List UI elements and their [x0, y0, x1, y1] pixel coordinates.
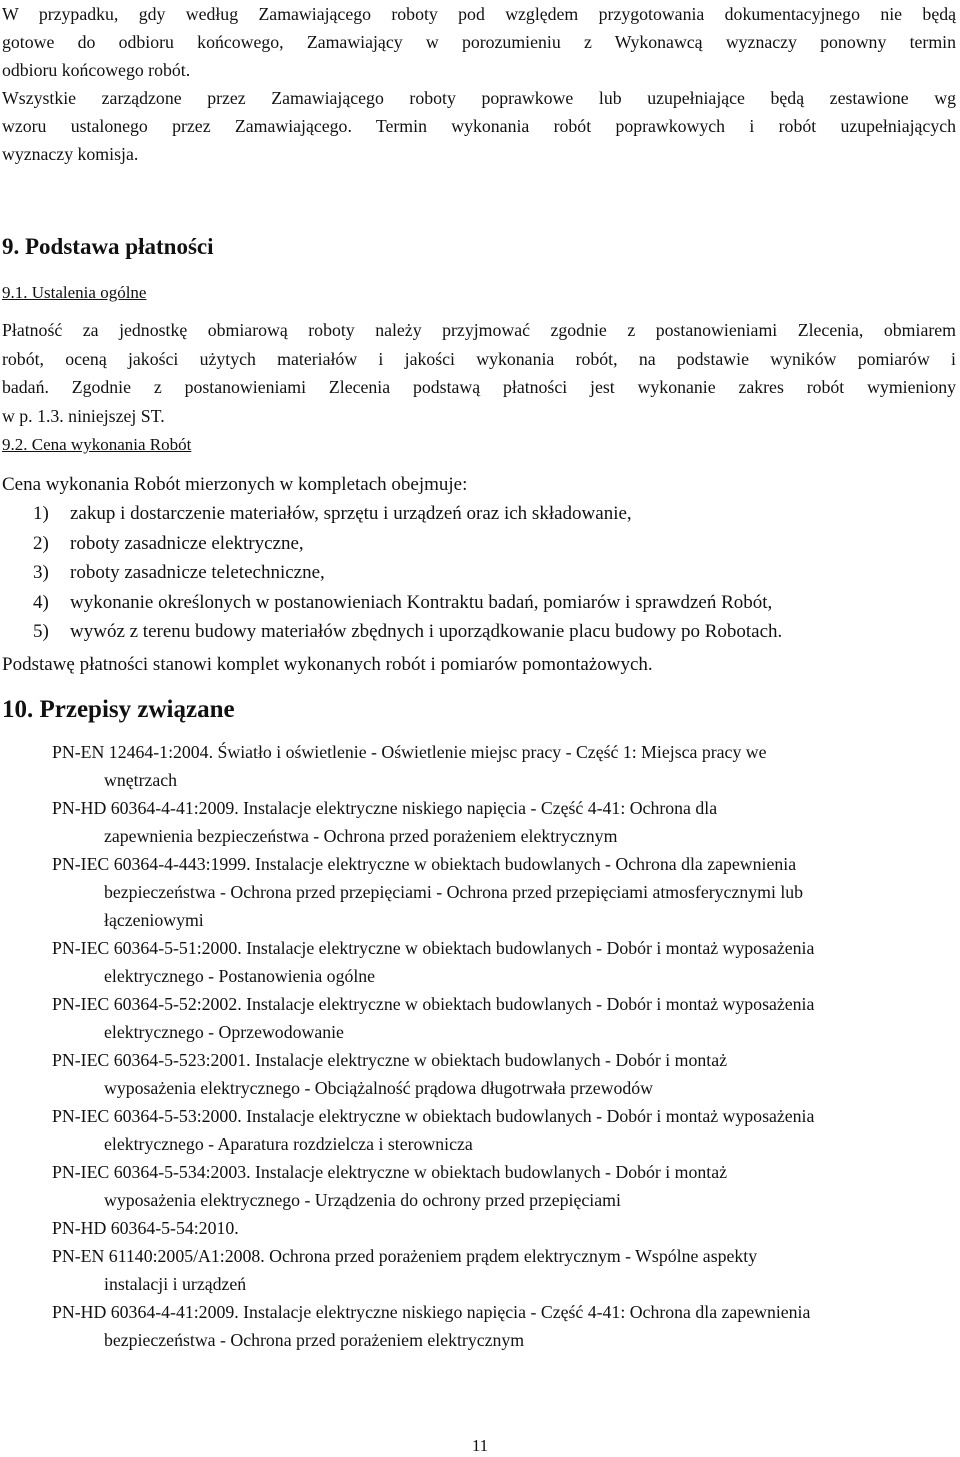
standard-reference: [52, 1242, 932, 1298]
reference-line: PN-IEC 60364-5-51:2000. Instalacje elektryczne w obiektach budowlanych - Dobór i montaż wyposażenia: [52, 938, 815, 958]
list-item-text: roboty zasadnicze teletechniczne,: [70, 562, 325, 583]
page-number: 11: [471, 1436, 489, 1455]
reference-line: PN-IEC 60364-5-52:2002. Instalacje elektryczne w obiektach budowlanych - Dobór i montaż wyposażenia: [52, 994, 815, 1014]
reference-line: elektrycznego - Oprzewodowanie: [104, 1022, 344, 1042]
list-item-text: wykonanie określonych w postanowieniach Kontraktu badań, pomiarów i sprawdzeń Robót,: [70, 592, 773, 613]
paragraph-line: w p. 1.3. niniejszej ST.: [2, 405, 165, 426]
reference-line: PN-IEC 60364-5-523:2001. Instalacje elektryczne w obiektach budowlanych - Dobór i montaż: [52, 1050, 728, 1070]
list-item-text: wywóz z terenu budowy materiałów zbędnych i uporządkowanie placu budowy po Robotach.: [70, 621, 783, 642]
reference-line: wyposażenia elektrycznego - Urządzenia do ochrony przed przepięciami: [104, 1190, 621, 1210]
standard-reference: [52, 738, 932, 794]
reference-line: PN-IEC 60364-5-534:2003. Instalacje elektryczne w obiektach budowlanych - Dobór i montaż: [52, 1162, 728, 1182]
list-item-text: roboty zasadnicze elektryczne,: [70, 533, 304, 554]
standard-reference: [52, 1298, 932, 1354]
reference-line: bezpieczeństwa - Ochrona przed porażeniem elektrycznym: [104, 1330, 525, 1350]
standard-reference: [52, 850, 932, 934]
standard-reference: [52, 1158, 932, 1214]
reference-line: wyposażenia elektrycznego - Obciążalność prądowa długotrwała przewodów: [104, 1078, 654, 1098]
reference-line: bezpieczeństwa - Ochrona przed przepięciami - Ochrona przed przepięciami atmosferycznymi lub: [104, 882, 804, 902]
reference-line: PN-EN 61140:2005/A1:2008. Ochrona przed porażeniem prądem elektrycznym - Wspólne aspekty: [52, 1246, 758, 1266]
reference-line: PN-HD 60364-4-41:2009. Instalacje elektryczne niskiego napięcia - Część 4-41: Ochrona dla: [52, 798, 718, 818]
cena-intro: Cena wykonania Robót mierzonych w kompletach obejmuje:: [2, 474, 468, 495]
paragraph-line: robót, oceną jakości użytych materiałów i jakości wykonania robót, na podstawie wyników pomiarów i: [2, 348, 956, 369]
list-item-number: 1): [33, 503, 49, 524]
reference-line: PN-HD 60364-5-54:2010.: [52, 1218, 239, 1238]
list-item-text: zakup i dostarczenie materiałów, sprzętu i urządzeń oraz ich składowanie,: [70, 503, 632, 524]
list-item-number: 5): [33, 621, 49, 642]
reference-line: PN-EN 12464-1:2004. Światło i oświetlenie - Oświetlenie miejsc pracy - Część 1: Miejsca pracy we: [52, 742, 767, 762]
cena-outro: Podstawę płatności stanowi komplet wykonanych robót i pomiarów pomontażowych.: [2, 654, 653, 675]
intro-line: gotowe do odbioru końcowego, Zamawiający w porozumieniu z Wykonawcą wyznaczy ponowny termin: [2, 32, 956, 52]
list-item-number: 3): [33, 562, 49, 583]
list-item-number: 2): [33, 533, 49, 554]
section-9-heading: 9. Podstawa płatności: [2, 234, 214, 259]
reference-line: PN-IEC 60364-4-443:1999. Instalacje elektryczne w obiektach budowlanych - Ochrona dla zapewnienia: [52, 854, 797, 874]
intro-line: wyznaczy komisja.: [2, 144, 139, 164]
intro-paragraph: [2, 0, 956, 168]
reference-line: zapewnienia bezpieczeństwa - Ochrona przed porażeniem elektrycznym: [104, 826, 618, 846]
reference-line: elektrycznego - Postanowienia ogólne: [104, 966, 376, 986]
list-item-number: 4): [33, 592, 49, 613]
standard-reference: [52, 990, 932, 1046]
intro-line: wzoru ustalonego przez Zamawiającego. Termin wykonania robót poprawkowych i robót uzupełniających: [2, 116, 956, 136]
standard-reference: [52, 1102, 932, 1158]
intro-line: odbioru końcowego robót.: [2, 60, 191, 80]
standard-reference: [52, 794, 932, 850]
intro-line: W przypadku, gdy według Zamawiającego roboty pod względem przygotowania dokumentacyjnego nie będą: [2, 4, 956, 24]
section-10-heading: 10. Przepisy związane: [2, 696, 235, 723]
standard-reference: [52, 934, 932, 990]
reference-line: łączeniowymi: [104, 910, 204, 930]
standard-reference: [52, 1214, 932, 1242]
reference-line: elektrycznego - Aparatura rozdzielcza i sterownicza: [104, 1134, 473, 1154]
reference-line: instalacji i urządzeń: [104, 1274, 247, 1294]
standard-reference: [52, 1046, 932, 1102]
paragraph-line: badań. Zgodnie z postanowieniami Zlecenia podstawą płatności jest wykonanie zakres robót wymieniony: [2, 377, 956, 397]
section-9-1-paragraph: [2, 316, 956, 430]
intro-line: Wszystkie zarządzone przez Zamawiającego roboty poprawkowe lub uzupełniające będą zestawione wg: [2, 88, 956, 108]
paragraph-line: Płatność za jednostkę obmiarową roboty należy przyjmować zgodnie z postanowieniami Zlecenia, obmiarem: [2, 320, 956, 340]
reference-line: wnętrzach: [104, 770, 178, 790]
reference-line: PN-HD 60364-4-41:2009. Instalacje elektryczne niskiego napięcia - Część 4-41: Ochrona dla zapewnienia: [52, 1302, 811, 1322]
section-9-2-heading: 9.2. Cena wykonania Robót: [2, 435, 192, 454]
reference-line: PN-IEC 60364-5-53:2000. Instalacje elektryczne w obiektach budowlanych - Dobór i montaż wyposażenia: [52, 1106, 815, 1126]
section-9-1-heading: 9.1. Ustalenia ogólne: [2, 283, 147, 302]
